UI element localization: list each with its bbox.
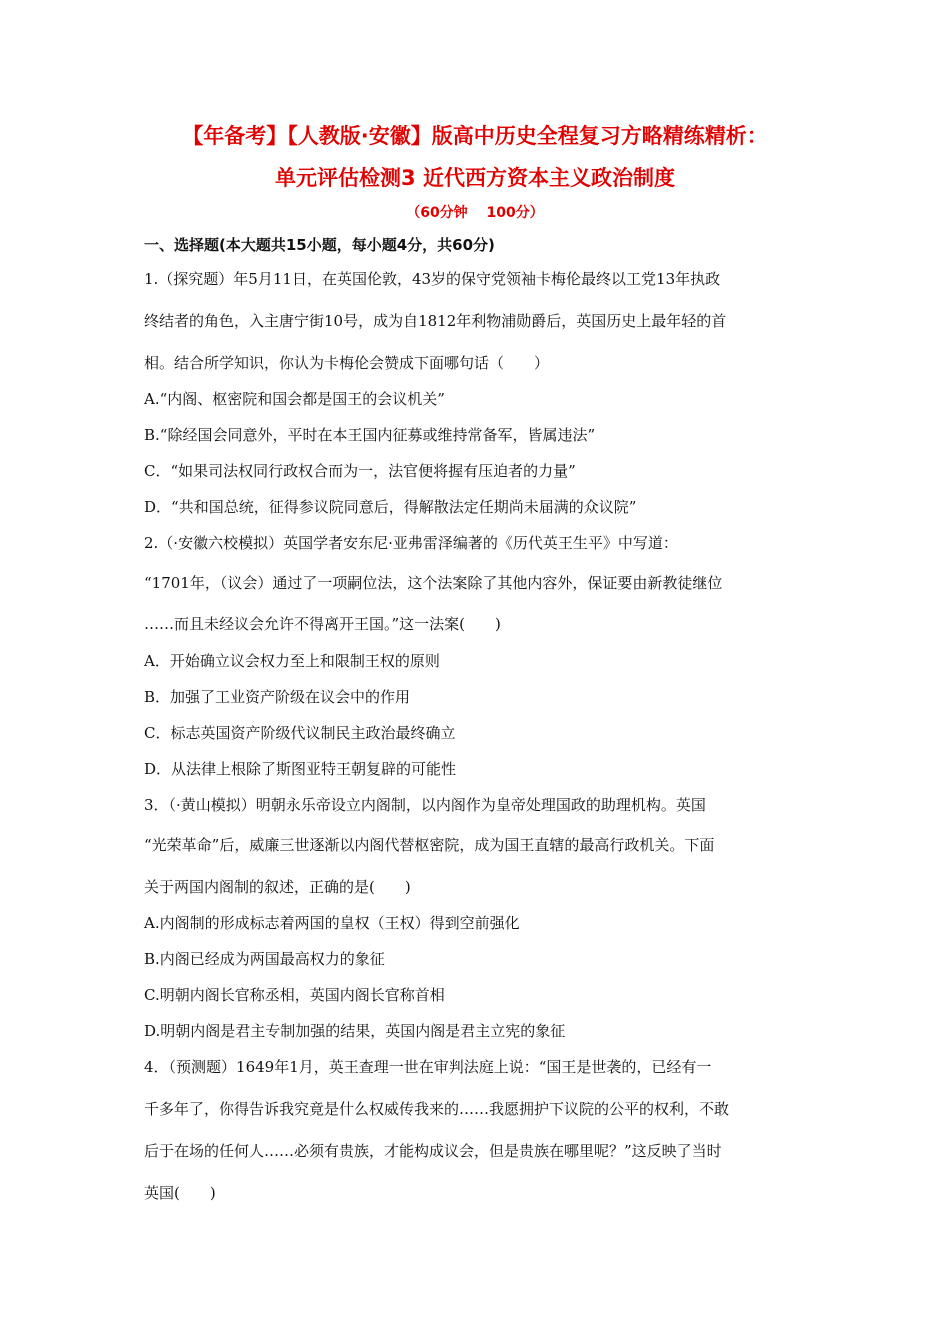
option-line: C.明朝内阁长官称丞相，英国内阁长官称首相 <box>144 986 445 1004</box>
text-line: 后于在场的任何人……必须有贵族，才能构成议会，但是贵族在哪里呢？”这反映了当时 <box>144 1142 722 1160</box>
text-line: 关于两国内阁制的叙述，正确的是( ) <box>144 878 411 896</box>
option-line: D.明朝内阁是君主专制加强的结果，英国内阁是君主立宪的象征 <box>144 1022 566 1040</box>
option-line: A．开始确立议会权力至上和限制王权的原则 <box>144 652 440 670</box>
text-line: 1.（探究题）年5月11日，在英国伦敦，43岁的保守党领袖卡梅伦最终以工党13年执政 <box>144 270 721 288</box>
text-line: 2.（·安徽六校模拟）英国学者安东尼·亚弗雷泽编著的《历代英王生平》中写道： <box>144 534 678 552</box>
text-line: ……而且未经议会允许不得离开王国。”这一法案( ) <box>144 615 501 633</box>
option-line: B.内阁已经成为两国最高权力的象征 <box>144 950 385 968</box>
text-line: “1701年，（议会）通过了一项嗣位法，这个法案除了其他内容外，保证要由新教徒继位 <box>144 574 723 592</box>
option-line: A.“内阁、枢密院和国会都是国王的会议机关” <box>144 390 445 408</box>
text-line: 终结者的角色，入主唐宁街10号，成为自1812年利物浦勋爵后，英国历史上最年轻的首 <box>144 312 727 330</box>
option-line: A.内阁制的形成标志着两国的皇权（王权）得到空前强化 <box>144 914 520 932</box>
section-heading: 一、选择题(本大题共15小题，每小题4分，共60分) <box>144 236 495 254</box>
text-line: 英国( ) <box>144 1184 216 1202</box>
document-title-line1: 【年备考】【人教版·安徽】版高中历史全程复习方略精练精析： <box>182 124 768 148</box>
option-line: C．“如果司法权同行政权合而为一，法官便将握有压迫者的力量” <box>144 462 576 480</box>
option-line: B.“除经国会同意外，平时在本王国内征募或维持常备军，皆属违法” <box>144 426 596 444</box>
document-subtitle: （60分钟 100分） <box>406 205 544 221</box>
option-line: D．从法律上根除了斯图亚特王朝复辟的可能性 <box>144 760 457 778</box>
text-line: 相。结合所学知识，你认为卡梅伦会赞成下面哪句话（ ） <box>144 354 550 372</box>
text-line: 3．（·黄山模拟）明朝永乐帝设立内阁制，以内阁作为皇帝处理国政的助理机构。英国 <box>144 796 706 814</box>
document-title-line2: 单元评估检测3 近代西方资本主义政治制度 <box>275 166 675 190</box>
option-line: C．标志英国资产阶级代议制民主政治最终确立 <box>144 724 456 742</box>
option-line: D．“共和国总统，征得参议院同意后，得解散法定任期尚未届满的众议院” <box>144 498 637 516</box>
text-line: “光荣革命”后，威廉三世逐渐以内阁代替枢密院，成为国王直辖的最高行政机关。下面 <box>144 836 715 854</box>
option-line: B．加强了工业资产阶级在议会中的作用 <box>144 688 411 706</box>
text-line: 4．（预测题）1649年1月，英王查理一世在审判法庭上说：“国王是世袭的，已经有一 <box>144 1058 712 1076</box>
text-line: 千多年了，你得告诉我究竟是什么权威传我来的……我愿拥护下议院的公平的权利，不敢 <box>144 1100 730 1118</box>
